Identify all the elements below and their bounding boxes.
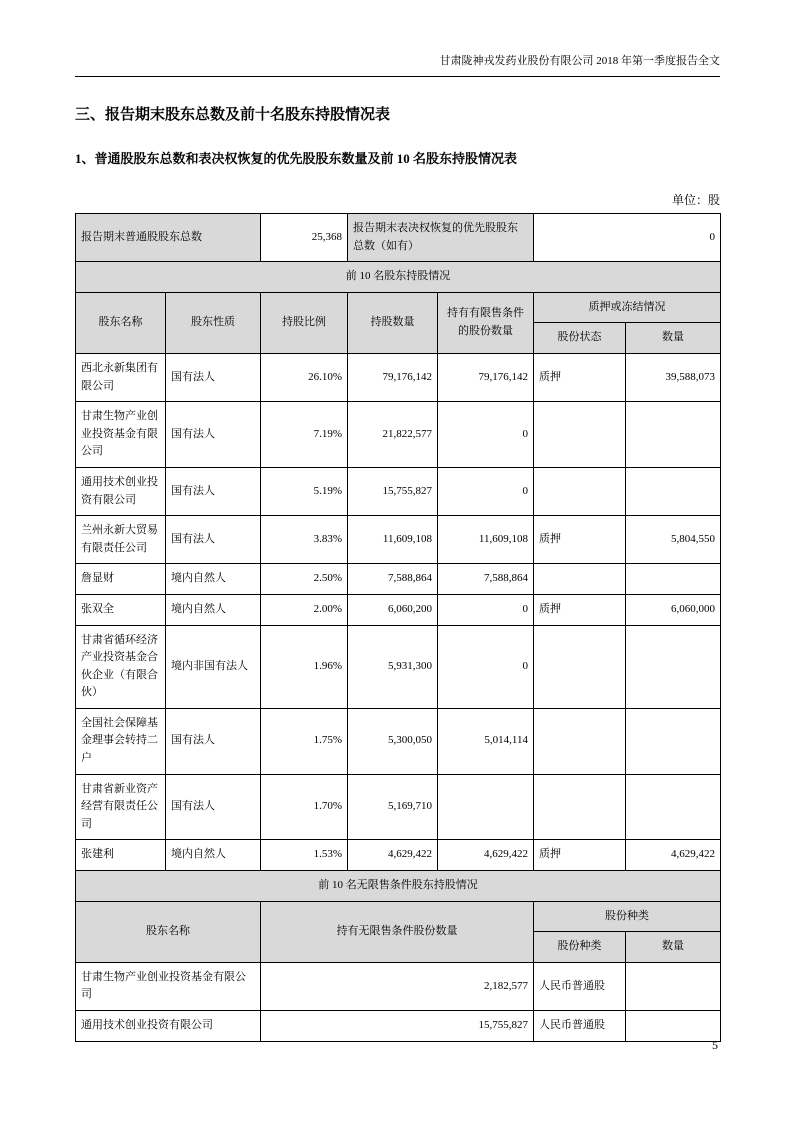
- pledge-status: [534, 625, 626, 708]
- col-header-share-type-qty: 数量: [626, 932, 721, 963]
- shareholder-row: [76, 564, 721, 595]
- restricted-qty: 5,014,114: [438, 708, 534, 774]
- holding-ratio: 1.53%: [261, 840, 348, 871]
- shareholder-nature: 国有法人: [166, 467, 261, 515]
- top10-section-header: 前 10 名股东持股情况: [76, 262, 721, 293]
- pledge-status: 质押: [534, 353, 626, 401]
- holding-qty: 79,176,142: [348, 353, 438, 401]
- shareholder-nature: 境内自然人: [166, 840, 261, 871]
- shareholder-name: 兰州永新大贸易有限责任公司: [76, 516, 166, 564]
- unrestricted-name: 甘肃生物产业创业投资基金有限公司: [76, 962, 261, 1010]
- unrestricted-qty: 2,182,577: [261, 962, 534, 1010]
- shareholder-row: [76, 594, 721, 625]
- pledge-qty: [626, 402, 721, 468]
- pledge-status: [534, 402, 626, 468]
- holding-qty: 21,822,577: [348, 402, 438, 468]
- preferred-shareholders-label: 报告期末表决权恢复的优先股股东总数（如有）: [348, 214, 534, 262]
- shareholder-name: 甘肃省新业资产经营有限责任公司: [76, 774, 166, 840]
- col-header-unrestricted-name: 股东名称: [76, 901, 261, 962]
- pledge-qty: 4,629,422: [626, 840, 721, 871]
- unrestricted-header-row-1: [76, 901, 721, 932]
- pledge-status: [534, 708, 626, 774]
- holding-ratio: 26.10%: [261, 353, 348, 401]
- holding-ratio: 5.19%: [261, 467, 348, 515]
- section-title: 三、报告期末股东总数及前十名股东持股情况表: [75, 107, 391, 123]
- shareholder-row: [76, 774, 721, 840]
- holding-ratio: 1.70%: [261, 774, 348, 840]
- total-common-shareholders-label: 报告期末普通股股东总数: [76, 214, 261, 262]
- shareholder-name: 甘肃生物产业创业投资基金有限公司: [76, 402, 166, 468]
- unrestricted-row: [76, 962, 721, 1010]
- share-type: 人民币普通股: [534, 1011, 626, 1042]
- unrestricted-name: 通用技术创业投资有限公司: [76, 1011, 261, 1042]
- summary-row: [76, 214, 721, 262]
- share-type-qty: [626, 1011, 721, 1042]
- restricted-qty: 4,629,422: [438, 840, 534, 871]
- top10-header-row-1: [76, 292, 721, 323]
- col-header-share-type: 股份种类: [534, 932, 626, 963]
- holding-qty: 5,931,300: [348, 625, 438, 708]
- page-number: 5: [712, 1038, 718, 1052]
- col-header-holding-ratio: 持股比例: [261, 292, 348, 353]
- shareholder-row: [76, 708, 721, 774]
- holding-ratio: 7.19%: [261, 402, 348, 468]
- pledge-qty: 6,060,000: [626, 594, 721, 625]
- top10-section-header-row: [76, 262, 721, 293]
- shareholder-nature: 境内自然人: [166, 564, 261, 595]
- shareholder-name: 詹显财: [76, 564, 166, 595]
- holding-qty: 15,755,827: [348, 467, 438, 515]
- col-header-shareholder-name: 股东名称: [76, 292, 166, 353]
- shareholder-row: [76, 840, 721, 871]
- pledge-qty: [626, 467, 721, 515]
- restricted-qty: 79,176,142: [438, 353, 534, 401]
- pledge-qty: [626, 564, 721, 595]
- shareholder-name: 西北永新集团有限公司: [76, 353, 166, 401]
- pledge-qty: [626, 774, 721, 840]
- holding-ratio: 1.96%: [261, 625, 348, 708]
- shareholder-nature: 国有法人: [166, 516, 261, 564]
- shareholder-nature: 国有法人: [166, 774, 261, 840]
- holding-ratio: 2.50%: [261, 564, 348, 595]
- shareholder-row: [76, 353, 721, 401]
- holding-qty: 11,609,108: [348, 516, 438, 564]
- share-type-qty: [626, 962, 721, 1010]
- col-header-pledge-status: 股份状态: [534, 323, 626, 354]
- shareholder-nature: 国有法人: [166, 402, 261, 468]
- holding-ratio: 3.83%: [261, 516, 348, 564]
- col-header-shareholder-nature: 股东性质: [166, 292, 261, 353]
- col-header-share-type-group: 股份种类: [534, 901, 721, 932]
- restricted-qty: 0: [438, 402, 534, 468]
- shareholder-row: [76, 467, 721, 515]
- share-type: 人民币普通股: [534, 962, 626, 1010]
- holding-qty: 6,060,200: [348, 594, 438, 625]
- col-header-restricted-qty: 持有有限售条件的股份数量: [438, 292, 534, 353]
- col-header-holding-qty: 持股数量: [348, 292, 438, 353]
- shareholder-name: 甘肃省循环经济产业投资基金合伙企业（有限合伙）: [76, 625, 166, 708]
- unrestricted-section-header-row: [76, 871, 721, 902]
- shareholder-nature: 国有法人: [166, 708, 261, 774]
- holding-qty: 7,588,864: [348, 564, 438, 595]
- pledge-qty: [626, 708, 721, 774]
- unrestricted-row: [76, 1011, 721, 1042]
- shareholders-table: [75, 213, 721, 1042]
- holding-ratio: 1.75%: [261, 708, 348, 774]
- restricted-qty: 11,609,108: [438, 516, 534, 564]
- document-header: [75, 52, 720, 77]
- restricted-qty: 0: [438, 625, 534, 708]
- col-header-pledge-qty: 数量: [626, 323, 721, 354]
- shareholder-name: 通用技术创业投资有限公司: [76, 467, 166, 515]
- subsection-title: 1、普通股股东总数和表决权恢复的优先股股东数量及前 10 名股东持股情况表: [75, 151, 518, 166]
- restricted-qty: [438, 774, 534, 840]
- holding-qty: 4,629,422: [348, 840, 438, 871]
- pledge-status: [534, 564, 626, 595]
- shareholder-nature: 境内非国有法人: [166, 625, 261, 708]
- restricted-qty: 0: [438, 594, 534, 625]
- pledge-status: 质押: [534, 840, 626, 871]
- pledge-qty: 39,588,073: [626, 353, 721, 401]
- restricted-qty: 7,588,864: [438, 564, 534, 595]
- shareholder-nature: 国有法人: [166, 353, 261, 401]
- shareholder-name: 张建利: [76, 840, 166, 871]
- restricted-qty: 0: [438, 467, 534, 515]
- shareholder-name: 张双全: [76, 594, 166, 625]
- col-header-pledge-group: 质押或冻结情况: [534, 292, 721, 323]
- holding-qty: 5,169,710: [348, 774, 438, 840]
- shareholder-row: [76, 516, 721, 564]
- pledge-status: [534, 774, 626, 840]
- total-common-shareholders-value: 25,368: [261, 214, 348, 262]
- unit-label: 单位：股: [671, 193, 720, 207]
- col-header-unrestricted-qty: 持有无限售条件股份数量: [261, 901, 534, 962]
- pledge-status: [534, 467, 626, 515]
- unrestricted-qty: 15,755,827: [261, 1011, 534, 1042]
- pledge-qty: 5,804,550: [626, 516, 721, 564]
- shareholder-row: [76, 625, 721, 708]
- pledge-status: 质押: [534, 516, 626, 564]
- pledge-qty: [626, 625, 721, 708]
- preferred-shareholders-value: 0: [534, 214, 721, 262]
- pledge-status: 质押: [534, 594, 626, 625]
- holding-qty: 5,300,050: [348, 708, 438, 774]
- shareholder-name: 全国社会保障基金理事会转持二户: [76, 708, 166, 774]
- holding-ratio: 2.00%: [261, 594, 348, 625]
- shareholder-nature: 境内自然人: [166, 594, 261, 625]
- unrestricted-section-header: 前 10 名无限售条件股东持股情况: [76, 871, 721, 902]
- shareholder-row: [76, 402, 721, 468]
- document-header-text: 甘肃陇神戎发药业股份有限公司 2018 年第一季度报告全文: [439, 55, 720, 67]
